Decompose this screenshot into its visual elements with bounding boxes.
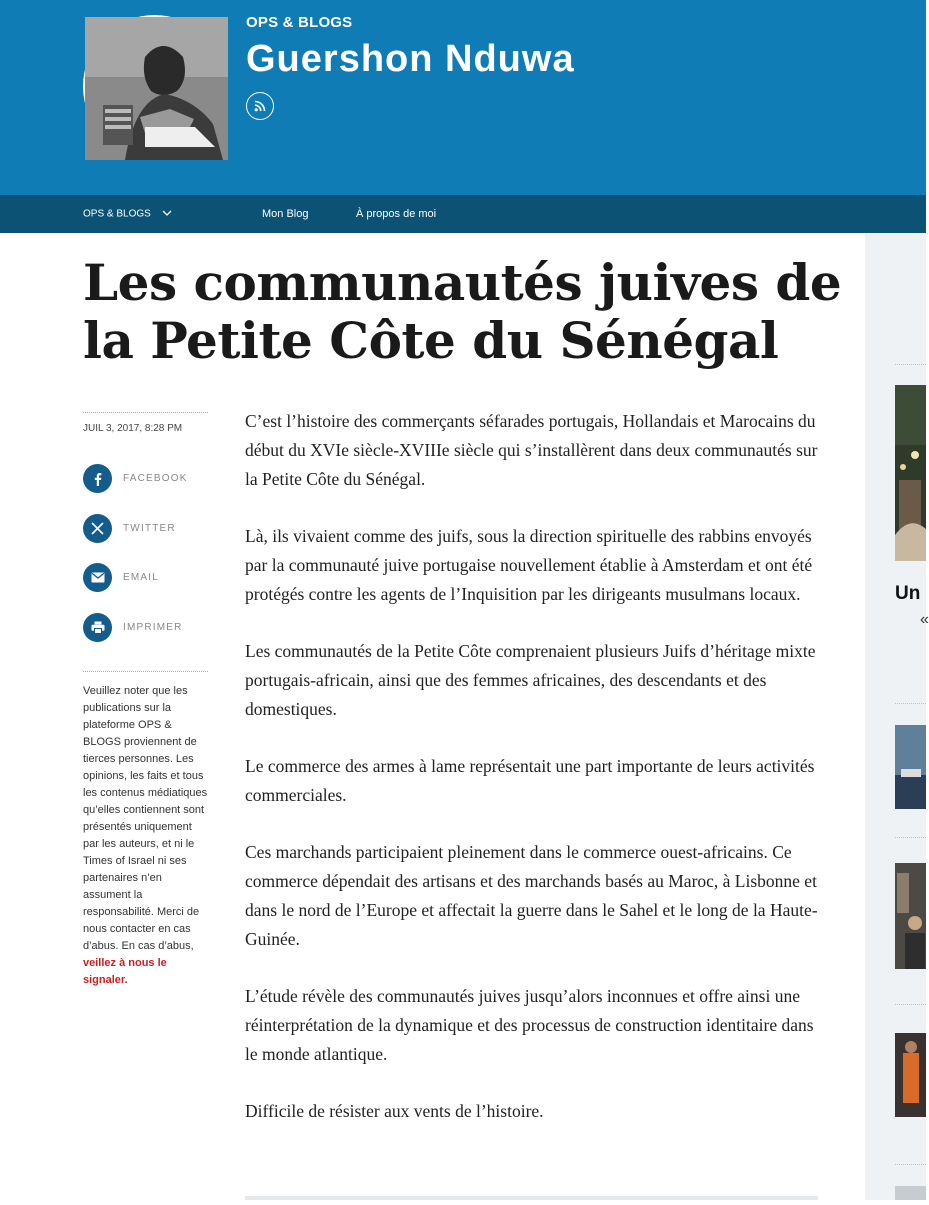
article-paragraph: Les communautés de la Petite Côte comprenaient plusieurs Juifs d’héritage mixte portugais-africain, ainsi que des femmes africaines, des descendants et des domestiques. xyxy=(245,641,816,719)
section-kicker[interactable]: OPS & BLOGS xyxy=(246,14,353,31)
article-paragraph: Ces marchands participaient pleinement dans le commerce ouest-africains. Ce commerce dépendait des artisans et des marchands basés au Maroc, à Lisbonne et dans le nord de l’Europe et affectait la guerre dans le Sahel et le long de la Haute-Guinée. xyxy=(245,842,818,949)
author-avatar[interactable] xyxy=(83,15,226,158)
article-body xyxy=(245,407,825,1154)
right-sidebar xyxy=(865,233,929,1200)
share-email[interactable] xyxy=(83,563,159,592)
envelope-icon xyxy=(83,563,112,592)
x-twitter-icon xyxy=(83,514,112,543)
share-email-label: EMAIL xyxy=(123,572,160,583)
share-facebook-label: FACEBOOK xyxy=(123,473,188,484)
share-facebook[interactable] xyxy=(83,464,188,493)
report-abuse-link[interactable]: veillez à nous le signaler. xyxy=(83,957,167,986)
article-footer-bar xyxy=(245,1196,818,1200)
nav-ops-blogs-label: OPS & BLOGS xyxy=(83,208,151,220)
blog-nav xyxy=(0,195,926,233)
article-paragraph: C’est l’histoire des commerçants séfarades portugais, Hollandais et Marocains du début du XVIe siècle-XVIIIe siècle qui s’installèrent dans deux communautés sur la Petite Côte du Sénégal. xyxy=(245,411,818,489)
sidebar-thumb-4[interactable] xyxy=(895,1186,926,1200)
sidebar-divider xyxy=(895,1164,926,1165)
article-paragraph: Là, ils vivaient comme des juifs, sous la direction spirituelle des rabbins envoyés par la communauté juive portugaise nouvellement établie à Amsterdam et ont été protégés contre les agents de l’Inquisition par les dirigeants musulmans locaux. xyxy=(245,526,813,604)
article-paragraph: Le commerce des armes à lame représentait une part importante de leurs activités commerciales. xyxy=(245,756,815,805)
share-print[interactable] xyxy=(83,613,183,642)
article-meta xyxy=(83,412,208,986)
nav-mon-blog[interactable]: Mon Blog xyxy=(262,208,309,220)
share-twitter[interactable] xyxy=(83,514,176,543)
article-paragraph: Difficile de résister aux vents de l’histoire. xyxy=(245,1101,544,1121)
sidebar-divider xyxy=(895,837,926,838)
nav-a-propos[interactable]: À propos de moi xyxy=(356,208,437,220)
sidebar-divider xyxy=(895,364,926,365)
share-print-label: IMPRIMER xyxy=(123,622,183,633)
rss-icon[interactable] xyxy=(246,92,274,120)
share-twitter-label: TWITTER xyxy=(123,523,176,534)
sidebar-teaser-quote: « xyxy=(920,611,929,628)
sidebar-thumb-2[interactable] xyxy=(895,863,926,969)
sidebar-divider xyxy=(895,703,926,704)
article-title: Les communautés juives de la Petite Côte du Sénégal xyxy=(83,253,842,370)
blog-header xyxy=(0,0,926,195)
blog-disclaimer xyxy=(83,671,208,989)
sidebar-teaser-title[interactable]: Un xyxy=(895,583,921,604)
sidebar-thumb-1[interactable] xyxy=(895,725,926,809)
author-name[interactable]: Guershon Nduwa xyxy=(246,38,575,80)
sidebar-divider xyxy=(895,1004,926,1005)
sidebar-teaser-image[interactable] xyxy=(895,385,926,561)
sidebar-thumb-3[interactable] xyxy=(895,1033,926,1117)
article-date: JUIL 3, 2017, 8:28 PM xyxy=(83,412,208,434)
chevron-down-icon xyxy=(162,195,172,233)
nav-ops-blogs-dropdown[interactable] xyxy=(83,195,172,233)
facebook-icon xyxy=(83,464,112,493)
disclaimer-text: Veuillez noter que les publications sur la plateforme OPS & BLOGS proviennent de tierces personnes. Les opinions, les faits et tous les contenus médiatiques qu’elles contiennent sont présentés uniquement par les auteurs, et ni le Times of Israel ni ses partenaires n’en assument la responsabilité. Merci de nous contacter en cas d’abus. En cas d’abus, xyxy=(83,685,208,952)
printer-icon xyxy=(83,613,112,642)
article-paragraph: L’étude révèle des communautés juives jusqu’alors inconnues et offre ainsi une réinterprétation de la dynamique et des processus de construction identitaire dans le monde atlantique. xyxy=(245,986,814,1064)
